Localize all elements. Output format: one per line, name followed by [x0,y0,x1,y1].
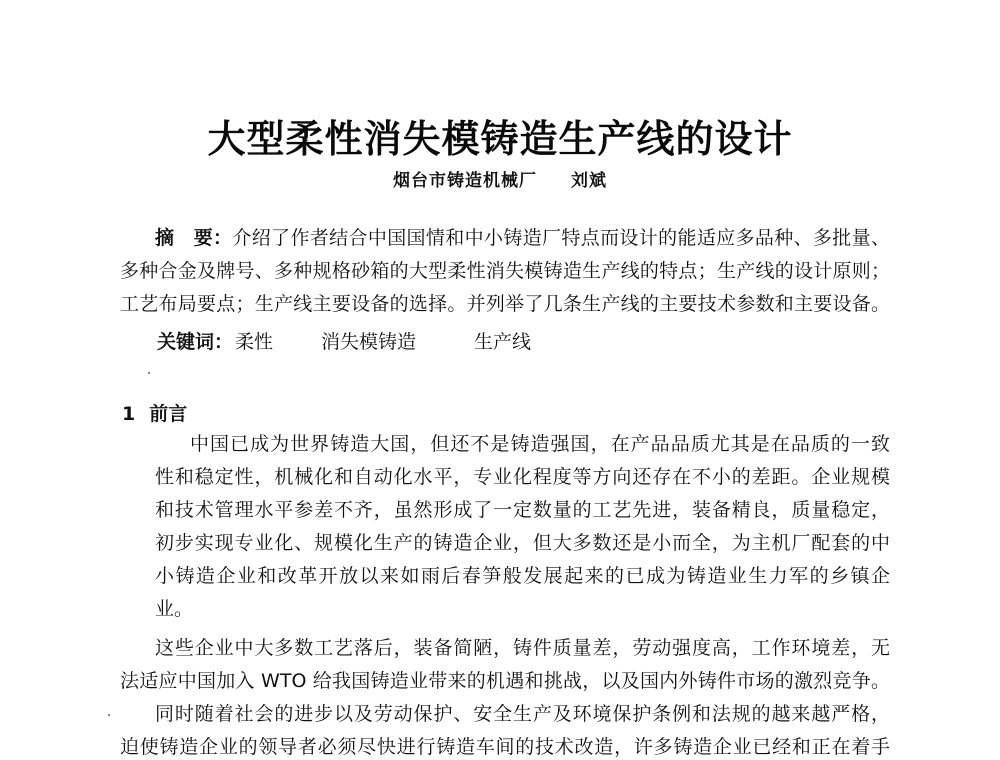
keyword-item: 消失模铸造 [321,331,417,353]
keyword-item: 柔性 [235,331,274,353]
body-line: 这些企业中大多数工艺落后，装备简陋，铸件质量差，劳动强度高，工作环境差，无 [155,637,890,659]
abstract-text: 介绍了作者结合中国国情和中小铸造厂特点而设计的能适应多品种、多批量、 [232,227,890,249]
keywords-label: 关键词： [157,331,234,353]
byline [0,166,1000,191]
scan-speck [108,714,110,716]
section-heading [122,399,187,426]
body-line: 法适应中国加入 WTO 给我国铸造业带来的机遇和挑战，以及国内外铸件市场的激烈竞争。 [120,670,890,692]
body-line: 同时随着社会的进步以及劳动保护、安全生产及环境保护条例和法规的越来越严格， [155,703,890,725]
keywords [157,327,531,354]
scan-speck [148,372,150,374]
body-line: 初步实现专业化、规模化生产的铸造企业，但大多数还是小而全，为主机厂配套的中 [155,532,890,554]
paper-title: 大型柔性消失模铸造生产线的设计 [207,117,793,161]
section-number: 1 [122,403,136,425]
abstract-line-1 [155,226,890,250]
author: 刘斌 [571,171,607,191]
affiliation: 烟台市铸造机械厂 [393,171,537,191]
body-line: 性和稳定性，机械化和自动化水平，专业化程度等方向还存在不小的差距。企业规模 [155,466,890,488]
abstract-label: 摘 要： [155,227,233,249]
abstract-line-3: 工艺布局要点；生产线主要设备的选择。并列举了几条生产线的主要技术参数和主要设备。 [120,293,890,315]
body-line: 中国已成为世界铸造大国，但还不是铸造强国，在产品品质尤其是在品质的一致 [190,433,890,455]
body-line: 小铸造企业和改革开放以来如雨后春笋般发展起来的已成为铸造业生力军的乡镇企 [155,565,890,587]
body-line: 和技术管理水平参差不齐，虽然形成了一定数量的工艺先进，装备精良，质量稳定， [155,499,890,521]
abstract-line-2: 多种合金及牌号、多种规格砂箱的大型柔性消失模铸造生产线的特点；生产线的设计原则； [120,260,890,282]
section-title: 前言 [149,403,188,425]
body-line: 业。 [155,598,194,620]
body-line: 迫使铸造企业的领导者必须尽快进行铸造车间的技术改造，许多铸造企业已经和正在着手 [120,736,890,758]
keyword-item: 生产线 [474,331,532,353]
